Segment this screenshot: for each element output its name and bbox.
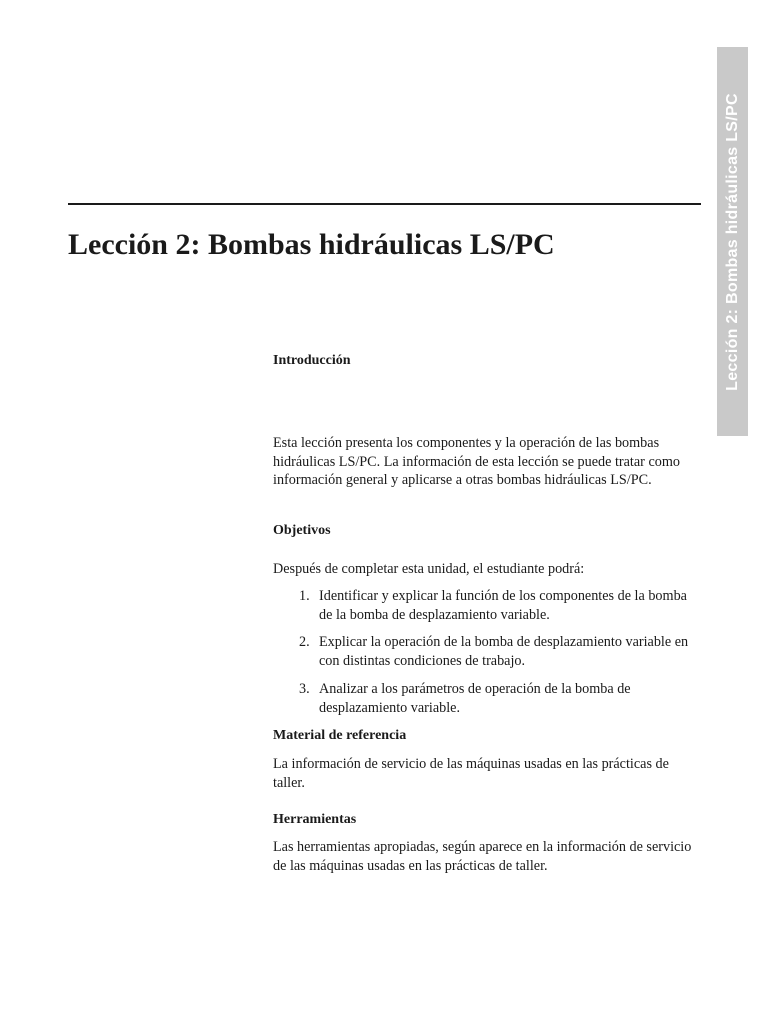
objectives-lead: Después de completar esta unidad, el estudiante podrá: xyxy=(273,561,585,577)
lesson-title: Lección 2: Bombas hidráulicas LS/PC xyxy=(68,228,555,261)
objective-item xyxy=(299,587,699,624)
objective-item xyxy=(299,633,699,670)
chapter-side-tab xyxy=(717,47,748,436)
reference-heading: Material de referencia xyxy=(273,728,407,743)
objective-text: Explicar la operación de la bomba de desplazamiento variable en con distintas condiciones de trabajo. xyxy=(319,634,689,669)
intro-heading: Introducción xyxy=(273,353,351,368)
intro-paragraph: Esta lección presenta los componentes y la operación de las bombas hidráulicas LS/PC. La información de esta lección se puede tratar como información general y aplicarse a otras bombas hidráulicas LS/PC. xyxy=(273,435,680,488)
title-rule xyxy=(68,203,701,205)
objective-text: Analizar a los parámetros de operación de la bomba de desplazamiento variable. xyxy=(319,681,631,716)
chapter-side-tab-label: Lección 2: Bombas hidráulicas LS/PC xyxy=(723,92,741,391)
tools-heading: Herramientas xyxy=(273,812,357,827)
objectives-heading: Objetivos xyxy=(273,523,331,538)
objective-item xyxy=(299,680,699,717)
tools-paragraph: Las herramientas apropiadas, según aparece en la información de servicio de las máquinas usadas en las prácticas de taller. xyxy=(273,839,692,874)
objective-number: 2. xyxy=(299,634,310,650)
objective-text: Identificar y explicar la función de los componentes de la bomba de la bomba de desplazamiento variable. xyxy=(319,588,687,623)
objective-number: 3. xyxy=(299,681,310,697)
reference-paragraph: La información de servicio de las máquinas usadas en las prácticas de taller. xyxy=(273,756,669,791)
objective-number: 1. xyxy=(299,588,310,604)
